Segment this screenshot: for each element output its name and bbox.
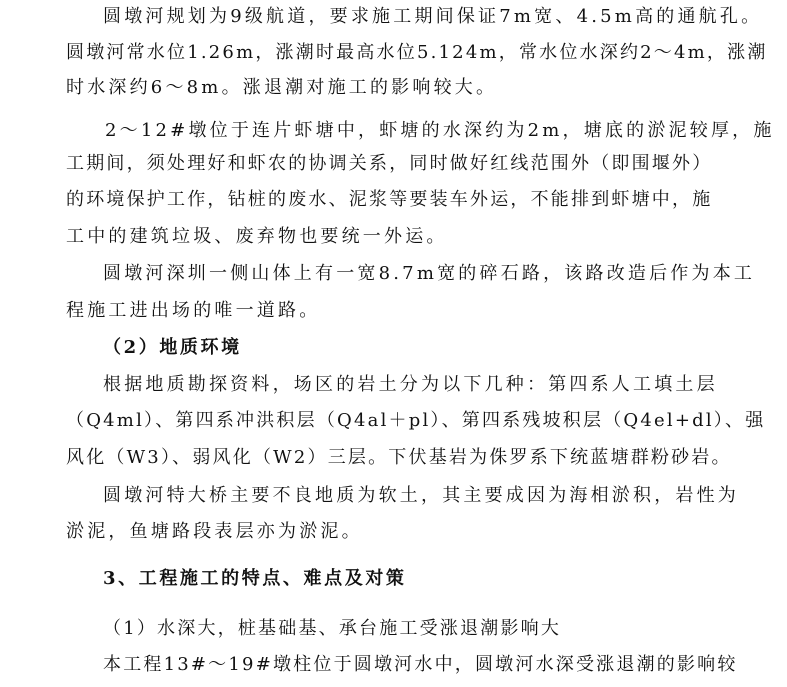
paragraph-line: 圆墩河规划为9级航道，要求施工期间保证7m宽、4.5m高的通航孔。: [103, 6, 763, 27]
paragraph-line: 程施工进出场的唯一道路。: [66, 300, 321, 321]
paragraph-line: 圆墩河特大桥主要不良地质为软土，其主要成因为海相淤积，岩性为: [103, 485, 739, 506]
paragraph-line: 淤泥，鱼塘路段表层亦为淤泥。: [66, 521, 363, 542]
paragraph-line: 根据地质勘探资料，场区的岩土分为以下几种：第四系人工填土层: [103, 374, 718, 395]
section-heading: 3、工程施工的特点、难点及对策: [103, 568, 407, 589]
subsection-heading: （1）水深大，桩基础基、承台施工受涨退潮影响大: [103, 618, 562, 639]
paragraph-line: （Q4ml）、第四系冲洪积层（Q4al＋pl）、第四系残坡积层（Q4el+dl）、强: [66, 410, 766, 431]
paragraph-line: 圆墩河常水位1.26m，涨潮时最高水位5.124m，常水位水深约2～4m，涨潮: [66, 42, 768, 63]
paragraph-line: 工期间，须处理好和虾农的协调关系，同时做好红线范围外（即围堰外）: [66, 153, 713, 174]
paragraph-line: 本工程13#～19#墩柱位于圆墩河水中，圆墩河水深受涨退潮的影响较: [103, 654, 738, 675]
paragraph-line: 2～12#墩位于连片虾塘中，虾塘的水深约为2m，塘底的淤泥较厚，施: [105, 120, 775, 141]
section-heading: （2）地质环境: [103, 337, 242, 358]
paragraph-line: 的环境保护工作，钻桩的废水、泥浆等要装车外运，不能排到虾塘中，施: [66, 189, 713, 210]
paragraph-line: 风化（W3）、弱风化（W2）三层。下伏基岩为侏罗系下统蓝塘群粉砂岩。: [66, 447, 732, 468]
paragraph-line: 工中的建筑垃圾、废弃物也要统一外运。: [66, 226, 448, 247]
paragraph-line: 时水深约6～8m。涨退潮对施工的影响较大。: [66, 77, 498, 98]
paragraph-line: 圆墩河深圳一侧山体上有一宽8.7m宽的碎石路，该路改造后作为本工: [103, 263, 756, 284]
